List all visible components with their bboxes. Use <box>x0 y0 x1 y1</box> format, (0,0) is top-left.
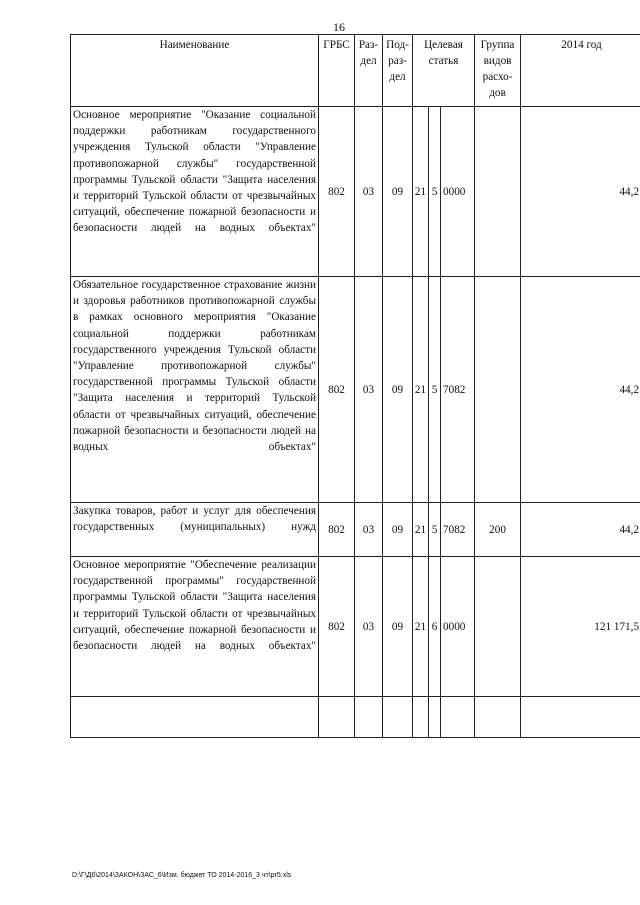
row-gruppa: 200 <box>475 503 521 557</box>
row-amount: 44,2 <box>521 107 640 277</box>
header-tselevaya: Целевая статья <box>413 35 475 107</box>
header-year: 2014 год <box>521 35 640 107</box>
table-row <box>71 557 640 697</box>
row-ts3: 7082 <box>441 277 475 503</box>
row-ts2: 5 <box>429 107 441 277</box>
spacer-cell <box>383 697 413 738</box>
row-grbs: 802 <box>319 107 355 277</box>
row-ts2: 5 <box>429 277 441 503</box>
header-podrazdel: Под-раз-дел <box>383 35 413 107</box>
row-razdel: 03 <box>355 503 383 557</box>
table-row-spacer <box>71 697 640 738</box>
spacer-cell <box>71 697 319 738</box>
header-razdel: Раз-дел <box>355 35 383 107</box>
budget-table <box>70 34 640 738</box>
row-name: Основное мероприятие "Оказание социальной поддержки работникам государственного учреждения Тульской области "Управление противопожарной службы" государственной программы Тульской области "Защита населения и территорий Тульской области от чрезвычайных ситуаций, обеспечение пожарной безопасности и безопасности людей на водных объектах" <box>71 107 319 277</box>
table-header-row <box>71 35 640 107</box>
page-number: 16 <box>333 20 345 34</box>
row-ts1: 21 <box>413 107 429 277</box>
row-gruppa <box>475 277 521 503</box>
row-razdel: 03 <box>355 107 383 277</box>
row-razdel: 03 <box>355 557 383 697</box>
spacer-cell <box>521 697 640 738</box>
row-name: Закупка товаров, работ и услуг для обеспечения государственных (муниципальных) нужд <box>71 503 319 557</box>
row-amount: 44,2 <box>521 277 640 503</box>
row-amount: 121 171,5 <box>521 557 640 697</box>
row-ts3: 7082 <box>441 503 475 557</box>
spacer-cell <box>429 697 441 738</box>
row-grbs: 802 <box>319 277 355 503</box>
row-grbs: 802 <box>319 503 355 557</box>
row-grbs: 802 <box>319 557 355 697</box>
row-podrazdel: 09 <box>383 557 413 697</box>
table-row <box>71 503 640 557</box>
row-podrazdel: 09 <box>383 503 413 557</box>
row-name: Основное мероприятие "Обеспечение реализации государственной программы" государственной программы Тульской области "Защита населения и территорий Тульской области от чрезвычайных ситуаций, обеспечение пожарной безопасности и безопасности людей на водных объектах" <box>71 557 319 697</box>
row-podrazdel: 09 <box>383 107 413 277</box>
row-name: Обязательное государственное страхование жизни и здоровья работников противопожарной службы в рамках основного мероприятия "Оказание социальной поддержки работникам государственного учреждения Тульской области "Управление противопожарной службы" государственной программы Тульской области "Защита населения и территорий Тульской области от чрезвычайных ситуаций, обеспечение пожарной безопасности и безопасности людей на водных объектах" <box>71 277 319 503</box>
row-podrazdel: 09 <box>383 277 413 503</box>
spacer-cell <box>475 697 521 738</box>
row-ts2: 6 <box>429 557 441 697</box>
footer-file-path: D:\Г\Д6\2014\ЗАКОН\ЗАС_6\Изм. бюджет ТО 2014-2016_3 чт\pr5.xls <box>72 872 292 879</box>
row-gruppa <box>475 557 521 697</box>
row-ts3: 0000 <box>441 107 475 277</box>
spacer-cell <box>319 697 355 738</box>
table-row <box>71 277 640 503</box>
header-grbs: ГРБС <box>319 35 355 107</box>
table-row <box>71 107 640 277</box>
row-ts1: 21 <box>413 503 429 557</box>
spacer-cell <box>441 697 475 738</box>
header-name: Наименование <box>71 35 319 107</box>
row-amount: 44,2 <box>521 503 640 557</box>
spacer-cell <box>355 697 383 738</box>
spacer-cell <box>413 697 429 738</box>
row-razdel: 03 <box>355 277 383 503</box>
row-ts1: 21 <box>413 557 429 697</box>
row-gruppa <box>475 107 521 277</box>
row-ts1: 21 <box>413 277 429 503</box>
header-gruppa: Группа видов расхо-дов <box>475 35 521 107</box>
row-ts2: 5 <box>429 503 441 557</box>
row-ts3: 0000 <box>441 557 475 697</box>
